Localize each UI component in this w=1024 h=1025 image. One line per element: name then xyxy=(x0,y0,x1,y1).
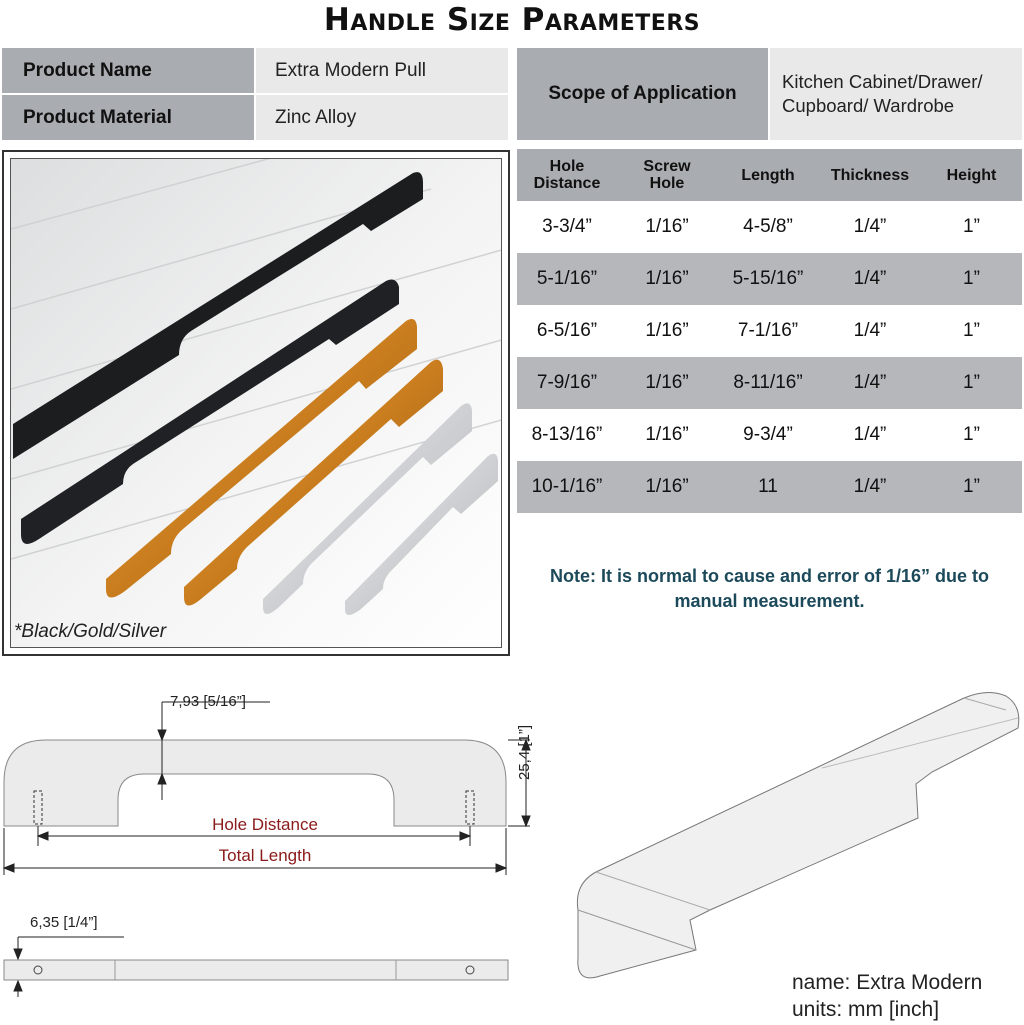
cell-screw-hole: 1/16” xyxy=(617,253,717,305)
cell-thickness: 1/4” xyxy=(819,461,921,513)
cell-hole-distance: 3-3/4” xyxy=(542,216,592,237)
cell-thickness: 1/4” xyxy=(853,320,887,341)
thickness-dim: 6,35 [1/4”] xyxy=(30,914,98,931)
cell-height: 1” xyxy=(921,253,1022,305)
cell-screw-hole: 1/16” xyxy=(617,461,717,513)
model-name: name: Extra Modern xyxy=(792,971,983,994)
table-row xyxy=(517,253,1022,305)
cell-hole-distance: 5-1/16” xyxy=(517,253,617,305)
cell-height: 1” xyxy=(963,424,980,445)
product-photo xyxy=(2,150,510,656)
header-hole-distance: Hole Distance xyxy=(517,149,617,201)
cell-screw-hole: 1/16” xyxy=(645,424,689,445)
scope-value-line1: Kitchen Cabinet/Drawer/ xyxy=(782,71,983,92)
cell-screw-hole: 1/16” xyxy=(617,357,717,409)
cell-length: 9-3/4” xyxy=(743,424,793,445)
model-info xyxy=(792,969,982,1023)
scope-value xyxy=(770,48,1022,140)
header-length: Length xyxy=(717,149,819,201)
cell-hole-distance: 8-13/16” xyxy=(531,424,603,445)
header-height: Height xyxy=(921,149,1022,201)
scope-label: Scope of Application xyxy=(517,48,768,140)
cell-thickness: 1/4” xyxy=(853,216,887,237)
table-row xyxy=(517,409,1022,461)
handles-illustration xyxy=(11,159,502,648)
scope-value-line2: Cupboard/ Wardrobe xyxy=(782,95,955,116)
cell-height: 1” xyxy=(963,216,980,237)
cell-height: 1” xyxy=(963,320,980,341)
model-units: units: mm [inch] xyxy=(792,998,940,1021)
cell-hole-distance: 7-9/16” xyxy=(517,357,617,409)
product-name-value: Extra Modern Pull xyxy=(256,48,508,93)
table-row xyxy=(517,461,1022,513)
table-row xyxy=(517,357,1022,409)
total-length-label: Total Length xyxy=(218,846,312,865)
header-thickness: Thickness xyxy=(819,149,921,201)
cell-screw-hole: 1/16” xyxy=(645,320,689,341)
hole-distance-label: Hole Distance xyxy=(212,815,318,834)
cell-screw-hole: 1/16” xyxy=(645,216,689,237)
header-screw-hole: Screw Hole xyxy=(617,149,717,201)
cell-hole-distance: 10-1/16” xyxy=(517,461,617,513)
page-title: Handle Size Parameters xyxy=(323,2,701,38)
cell-length: 4-5/8” xyxy=(743,216,793,237)
cell-length: 8-11/16” xyxy=(717,357,819,409)
material-label: Product Material xyxy=(2,95,254,140)
cell-height: 1” xyxy=(921,461,1022,513)
table-row xyxy=(517,201,1022,253)
product-name-label: Product Name xyxy=(2,48,254,93)
table-row xyxy=(517,305,1022,357)
material-value: Zinc Alloy xyxy=(256,95,508,140)
table-header-row xyxy=(517,149,1022,201)
measurement-note: Note: It is normal to cause and error of 1/16” due to manual measurement. xyxy=(549,566,990,611)
photo-caption: *Black/Gold/Silver xyxy=(14,621,167,642)
size-spec-table xyxy=(517,149,1022,513)
cell-thickness: 1/4” xyxy=(819,253,921,305)
cell-length: 5-15/16” xyxy=(717,253,819,305)
cell-height: 1” xyxy=(921,357,1022,409)
top-thickness-dim: 7,93 [5/16”] xyxy=(170,693,246,710)
cell-thickness: 1/4” xyxy=(819,357,921,409)
perspective-view-drawing xyxy=(560,688,1024,988)
cell-hole-distance: 6-5/16” xyxy=(536,320,598,341)
cell-thickness: 1/4” xyxy=(853,424,887,445)
height-dim: 25,4 [1”] xyxy=(516,724,533,780)
cell-length: 7-1/16” xyxy=(737,320,799,341)
cell-length: 11 xyxy=(717,461,819,513)
